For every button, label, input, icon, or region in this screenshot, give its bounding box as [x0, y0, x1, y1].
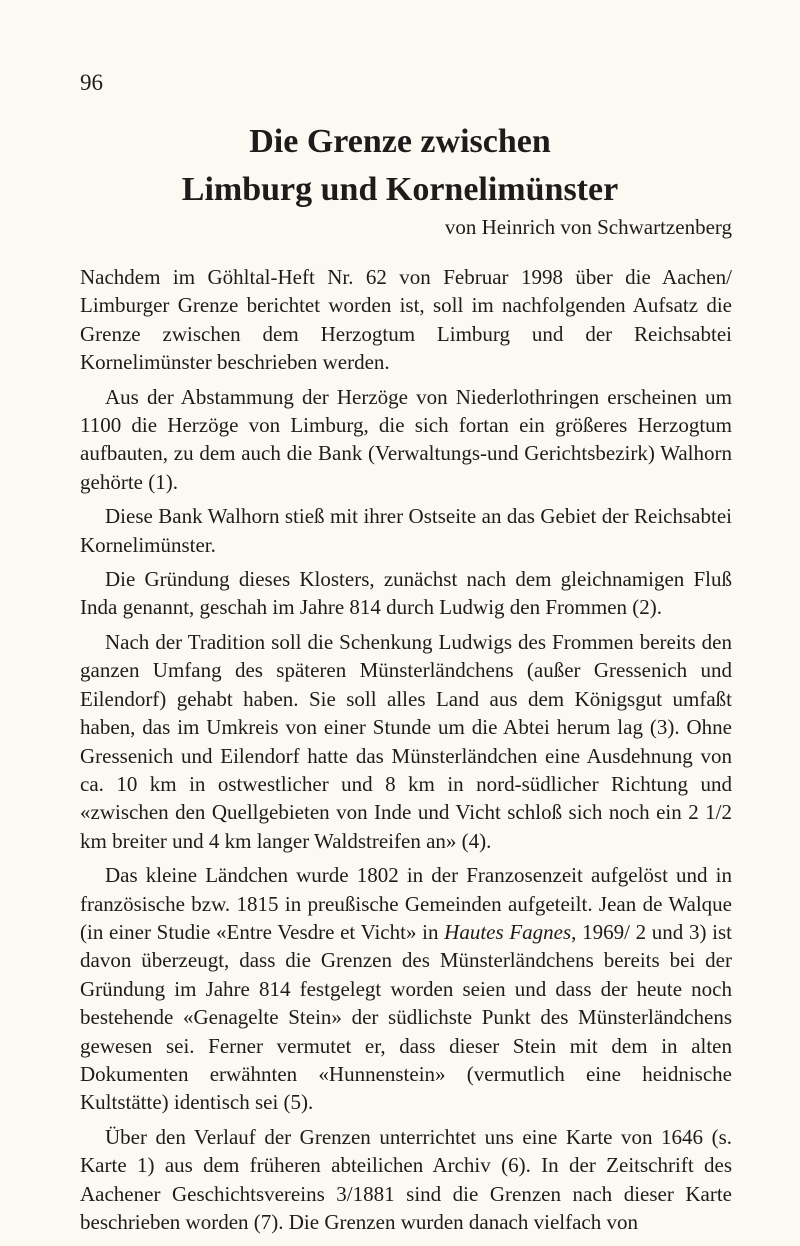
title-line-1: Die Grenze zwischen — [249, 122, 551, 160]
paragraph-4: Die Gründung dieses Klosters, zunächst nach dem gleichnamigen Fluß Inda genannt, geschah im Jahre 814 durch Ludwig den Frommen (2). — [80, 567, 732, 620]
paragraph-6-text-after: , 1969/ 2 und 3) ist davon überzeugt, dass die Grenzen des Münsterländchens bereits bei der Gründung im Jahre 814 festgelegt worden seien und dass der heute noch bestehende «Genagelte Stein» der südlichste Punkt des Münsterländchens gewesen sei. Ferner vermutet er, dass dieser Stein mit dem in alten Dokumenten erwähnten «Hunnenstein» (vermutlich eine heidnische Kultstätte) identisch sei (5). — [80, 919, 732, 1115]
paragraph-3: Diese Bank Walhorn stieß mit ihrer Ostseite an das Gebiet der Reichsabtei Kornelimünster. — [80, 504, 732, 557]
paragraph-7: Über den Verlauf der Grenzen unterrichtet uns eine Karte von 1646 (s. Karte 1) aus dem früheren abteilichen Archiv (6). In der Zeitschrift des Aachener Geschichtsvereins 3/1881 sind die Grenzen nach dieser Karte beschrieben worden (7). Die Grenzen wurden danach vielfach von — [80, 1124, 732, 1234]
paragraph-6-text-before: Das kleine Ländchen wurde 1802 in der Franzosenzeit aufgelöst und in französische bzw. 1815 in preußische Gemeinden aufgeteilt. Jean de Walque (in einer Studie «Entre Vesdre et Vicht» in — [80, 863, 732, 944]
article-title — [0, 118, 800, 214]
page-number: 96 — [80, 70, 103, 95]
journal-title: Hautes Fagnes — [444, 919, 572, 944]
paragraph-2: Aus der Abstammung der Herzöge von Niederlothringen erscheinen um 1100 die Herzöge von Limburg, die sich fortan ein größeres Herzogtum aufbauten, zu dem auch die Bank (Verwaltungs-und Gerichtsbezirk) Walhorn gehörte (1). — [80, 384, 732, 494]
author-byline: von Heinrich von Schwartzenberg — [444, 215, 732, 239]
paragraph-6 — [80, 861, 732, 1117]
paragraph-1: Nachdem im Göhltal-Heft Nr. 62 von Februar 1998 über die Aachen/ Limburger Grenze berichtet worden ist, soll im nachfolgenden Aufsatz die Grenze zwischen dem Herzogtum Limburg und der Reichsabtei Kornelimünster beschrieben werden. — [80, 265, 732, 375]
paragraph-5: Nach der Tradition soll die Schenkung Ludwigs des Frommen bereits den ganzen Umfang des späteren Münsterländchens (außer Gressenich und Eilendorf) gehabt haben. Sie soll alles Land aus dem Königsgut umfaßt haben, das im Umkreis von einer Stunde um die Abtei herum lag (3). Ohne Gressenich und Eilendorf hatte das Münsterländchen eine Ausdehnung von ca. 10 km in ostwestlicher und 8 km in nord-südlicher Richtung und «zwischen den Quellgebieten von Inde und Vicht schloß sich noch ein 2 1/2 km breiter und 4 km langer Waldstreifen an» (4). — [80, 629, 732, 853]
title-line-2: Limburg und Kornelimünster — [181, 170, 619, 208]
article-body — [80, 263, 732, 1242]
